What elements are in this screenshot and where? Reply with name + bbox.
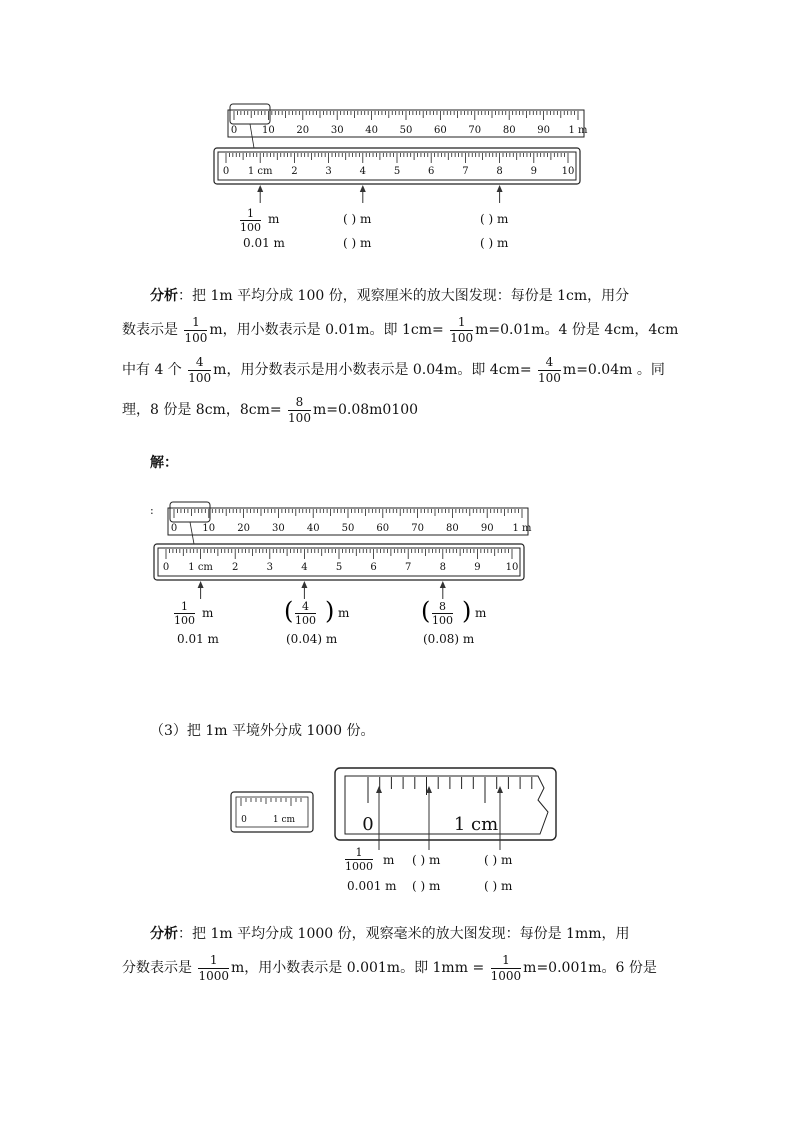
unit-label: m bbox=[338, 606, 350, 620]
blank-decimal: ( ) m bbox=[484, 879, 513, 893]
tick-label: 10 bbox=[202, 523, 216, 534]
analysis-paragraph-2 bbox=[122, 920, 682, 988]
fraction: $\frac{1}{100}$ bbox=[450, 314, 474, 345]
tick-label: 50 bbox=[399, 125, 413, 136]
tick-label: 5 bbox=[335, 562, 343, 573]
tick-label: 0 bbox=[222, 166, 230, 177]
tick-label: 3 bbox=[266, 562, 273, 573]
blank-4-decimal: ( ) m bbox=[343, 236, 372, 250]
tick-label: 80 bbox=[446, 523, 459, 534]
tick-label: 5 bbox=[393, 166, 401, 177]
fraction-8-100: 8 100 bbox=[432, 600, 453, 627]
blank-decimal: ( ) m bbox=[412, 879, 441, 893]
fraction: $\frac{4}{100}$ bbox=[188, 354, 212, 385]
text-line: m=0.001m。6 份是 bbox=[523, 960, 657, 976]
text-line: 数表示是 bbox=[122, 322, 178, 338]
decimal-label: (0.08) m bbox=[423, 632, 475, 646]
tick-label: 80 bbox=[502, 125, 516, 136]
blank-8-fraction: ( ) m bbox=[480, 212, 509, 226]
analysis-label: 分析 bbox=[150, 926, 178, 942]
part-3-heading: （3）把 1m 平境外分成 1000 份。 bbox=[150, 723, 375, 739]
tick-label: 4 bbox=[301, 562, 308, 573]
paren-right: ) bbox=[325, 597, 335, 625]
millimeter-zoom-figure bbox=[231, 768, 556, 850]
decimal-label: 0.01 m bbox=[177, 632, 219, 646]
tick-label: 0 bbox=[241, 815, 247, 825]
tick-label: 70 bbox=[411, 523, 424, 534]
tick-label: 6 bbox=[428, 166, 435, 177]
tick-label: 10 bbox=[505, 562, 519, 573]
tick-label: 1 cm bbox=[453, 814, 499, 835]
tick-label: 1 m bbox=[568, 125, 588, 136]
text-line: ：把 1m 平均分成 100 份，观察厘米的放大图发现：每份是 1cm，用分 bbox=[178, 288, 630, 304]
zoom-ruler-body bbox=[345, 776, 548, 834]
text-line: 中有 4 个 bbox=[122, 362, 182, 378]
tick-label: 30 bbox=[272, 523, 285, 534]
paren-left: ( bbox=[421, 597, 431, 625]
fraction: $\frac{8}{100}$ bbox=[288, 394, 311, 425]
blank-8-decimal: ( ) m bbox=[480, 236, 509, 250]
unit-label: m bbox=[475, 606, 487, 620]
unit-label: m bbox=[268, 212, 280, 226]
text-line: m=0.01m。4 份是 4cm，4cm bbox=[475, 322, 679, 338]
text-line: 分数表示是 bbox=[122, 960, 192, 976]
decimal-label: (0.04) m bbox=[286, 632, 338, 646]
tick-label: 60 bbox=[376, 523, 390, 534]
tick-label: 90 bbox=[480, 523, 494, 534]
paren-right: ) bbox=[462, 597, 472, 625]
tick-label: 7 bbox=[462, 166, 469, 177]
fraction-4-100: 4 100 bbox=[295, 600, 316, 627]
tick-label: 7 bbox=[405, 562, 412, 573]
tick-label: 0 bbox=[162, 562, 170, 573]
tick-label: 40 bbox=[306, 523, 320, 534]
tick-label: 20 bbox=[296, 125, 310, 136]
fraction: $\frac{1}{1000}$ bbox=[490, 952, 522, 983]
unit-label: m bbox=[383, 853, 395, 867]
tick-label: 1 cm bbox=[272, 815, 296, 825]
text-line: m，用分数表示是用小数表示是 0.04m。即 4cm= bbox=[213, 362, 532, 378]
text-line: ：把 1m 平均分成 1000 份，观察毫米的放大图发现：每份是 1mm，用 bbox=[178, 926, 630, 942]
tick-label: 90 bbox=[537, 125, 550, 136]
fraction-1-100: 1 100 bbox=[240, 207, 261, 234]
text-line: m，用小数表示是 0.001m。即 1mm = bbox=[231, 960, 485, 976]
tick-label: 70 bbox=[468, 125, 482, 136]
tick-label: 4 bbox=[359, 166, 366, 177]
fraction: $\frac{1}{1000}$ bbox=[198, 952, 229, 983]
tick-label: 10 bbox=[561, 166, 575, 177]
decimal-label: 0.001 m bbox=[347, 879, 397, 893]
tick-label: 9 bbox=[474, 562, 481, 573]
tick-label: 6 bbox=[370, 562, 377, 573]
tick-label: 1 m bbox=[512, 523, 532, 534]
fraction-1-100: 1 100 bbox=[174, 600, 195, 627]
tick-label: 0 bbox=[362, 814, 374, 835]
tick-label: 9 bbox=[530, 166, 537, 177]
tick-label: 50 bbox=[341, 523, 355, 534]
tick-label: 0 bbox=[230, 125, 238, 136]
decimal-label: 0.01 m bbox=[243, 236, 285, 250]
text-line: 理，8 份是 8cm，8cm= bbox=[122, 402, 282, 418]
fraction: $\frac{1}{100}$ bbox=[184, 314, 208, 345]
fraction: $\frac{4}{100}$ bbox=[538, 354, 561, 385]
tick-label: 1 cm bbox=[247, 166, 273, 177]
tick-label: 1 cm bbox=[188, 562, 213, 573]
paren-left: ( bbox=[284, 597, 294, 625]
analysis-label: 分析 bbox=[150, 288, 178, 304]
tick-label: 20 bbox=[237, 523, 250, 534]
tick-label: 3 bbox=[325, 166, 332, 177]
tick-label: 10 bbox=[262, 125, 275, 136]
blank-fraction: ( ) m bbox=[484, 853, 513, 867]
text-line: m，用小数表示是 0.01m。即 1cm= bbox=[209, 322, 444, 338]
tick-label: 40 bbox=[365, 125, 378, 136]
tick-label: 60 bbox=[434, 125, 447, 136]
unit-label: m bbox=[202, 606, 214, 620]
stray-mark: : bbox=[150, 504, 154, 517]
tick-label: 8 bbox=[439, 562, 446, 573]
blank-4-fraction: ( ) m bbox=[343, 212, 372, 226]
tick-label: 8 bbox=[496, 166, 503, 177]
blank-fraction: ( ) m bbox=[412, 853, 441, 867]
tick-label: 2 bbox=[291, 166, 298, 177]
tick-label: 2 bbox=[232, 562, 239, 573]
tick-label: 30 bbox=[330, 125, 344, 136]
tick-label: 0 bbox=[170, 523, 178, 534]
solution-label: 解： bbox=[150, 455, 178, 471]
fraction-1-1000: 1 1000 bbox=[345, 846, 373, 873]
text-line: m=0.04m 。同 bbox=[562, 362, 665, 378]
text-line: m=0.08m0100 bbox=[312, 402, 419, 418]
